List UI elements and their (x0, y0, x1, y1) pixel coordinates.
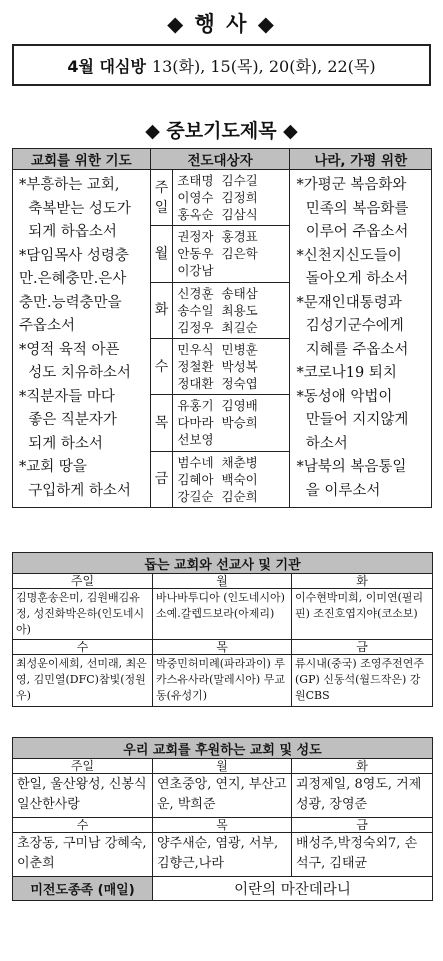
nation-prayer-line: 만들어 지지않게 (296, 412, 409, 428)
nation-prayer-line: *동성애 악법이 (296, 388, 393, 405)
missions-cell: 박중민허미례(파라과이) 루카스유사라(말레시아) 무교동(유성기) (153, 655, 292, 707)
target-names (173, 170, 290, 226)
nation-prayer-line: 하소서 (296, 435, 348, 452)
nation-prayer-list (290, 170, 432, 508)
prayer-title: ◆ 중보기도제목 ◆ (145, 120, 298, 142)
church-prayer-line: 구입하게 하소서 (19, 482, 131, 499)
nation-prayer-line: 민족의 복음화를 (296, 200, 409, 217)
missions-day-head: 금 (292, 640, 433, 655)
supporters-table (12, 737, 433, 901)
target-name-line: 안동우 김은학 (177, 246, 258, 262)
church-prayer-line: *부흥하는 교회, (19, 177, 120, 193)
missions-cell: 이수현박미희, 이미연(필리핀) 조진호엽지야(코소보) (292, 589, 433, 640)
target-name-line: 강길순 김순희 (177, 488, 258, 504)
prayer-header-targets: 전도대상자 (150, 149, 290, 170)
target-name-line: 범수네 채춘병 (177, 454, 258, 470)
missions-day-head: 월 (153, 574, 292, 589)
missions-cell: 최성운이세희, 선미래, 최은영, 김민열(DFC)참빛(정원우) (13, 655, 153, 707)
missions-day-head: 수 (13, 640, 153, 655)
target-day: 금 (150, 451, 173, 507)
church-prayer-line: 되게 하옵소서 (19, 224, 117, 240)
missions-day-head: 목 (153, 640, 292, 655)
supporters-day-head: 주일 (13, 759, 153, 774)
supporters-day-head: 수 (13, 818, 153, 833)
events-dates: 13(화), 15(목), 20(화), 22(목) (151, 56, 376, 76)
target-name-line: 유홍기 김영배 (177, 398, 258, 414)
supporters-cell: 괴정제일, 8영도, 거제성광, 장영준 (292, 774, 433, 818)
target-name-line: 민우식 민병훈 (177, 342, 258, 358)
supporters-day-head: 화 (292, 759, 433, 774)
target-name-line: 이강남 (177, 263, 214, 279)
church-prayer-line: 만.은혜충만.은사 (19, 271, 127, 287)
events-box (12, 44, 431, 86)
target-name-line: 김혜아 백숙이 (177, 471, 258, 487)
supporters-cell: 초장동, 구미남 강혜숙, 이춘희 (13, 833, 153, 877)
unreached-label: 미전도종족 (매일) (13, 877, 153, 901)
target-names (173, 226, 290, 282)
church-prayer-line: *담임목사 성령충 (19, 247, 129, 264)
target-name-line: 권정자 홍경표 (177, 229, 258, 245)
supporters-cell: 양주새순, 염광, 서부, 김향근,나라 (153, 833, 292, 877)
target-name-line: 송수일 최용도 (177, 302, 258, 318)
prayer-table (12, 148, 432, 508)
church-prayer-line: *교회 땅을 (19, 459, 87, 475)
events-title: ◆ 행 사 ◆ (167, 12, 276, 36)
supporters-cell: 한일, 울산왕성, 신봉식 일산한사랑 (13, 774, 153, 818)
nation-prayer-line: 을 이루소서 (296, 482, 381, 499)
supporters-day-head: 금 (292, 818, 433, 833)
target-name-line: 선보영 (177, 432, 214, 448)
supporters-cell: 연초중앙, 연지, 부산고운, 박희준 (153, 774, 292, 818)
target-name-line: 김정우 최길순 (177, 319, 258, 335)
supporters-day-head: 목 (153, 818, 292, 833)
target-name-line: 신경훈 송태삼 (177, 285, 258, 301)
missions-cell: 바나바투디아 (인도네시아) 소예.갈렙드보라(아제리) (153, 589, 292, 640)
missions-title: 돕는 교회와 선교사 및 기관 (13, 553, 433, 574)
target-name-line: 조태명 김수길 (177, 173, 258, 189)
nation-prayer-line: 김성기군수에게 (296, 318, 404, 334)
target-day: 월 (150, 226, 173, 282)
church-prayer-line: *직분자들 마다 (19, 388, 115, 405)
target-names (173, 395, 290, 451)
prayer-header-church: 교회를 위한 기도 (13, 149, 151, 170)
target-name-line: 정철환 박성복 (177, 359, 258, 375)
church-prayer-line: 성도 치유하소서 (19, 365, 131, 381)
events-label: 4월 대심방 (67, 56, 146, 76)
target-name-line: 이영수 김정희 (177, 190, 258, 206)
church-prayer-line: 좋은 직분자가 (19, 412, 117, 428)
nation-prayer-line: *문재인대통령과 (296, 294, 402, 311)
missions-table (12, 552, 433, 707)
target-names (173, 451, 290, 507)
target-name-line: 홍옥순 김삼식 (177, 207, 258, 223)
target-day: 화 (150, 282, 173, 338)
church-prayer-line: *영적 육적 아픈 (19, 341, 120, 358)
prayer-header-nation: 나라, 가평 위한 (290, 149, 432, 170)
target-day: 수 (150, 338, 173, 394)
church-prayer-list (13, 170, 151, 508)
nation-prayer-line: *남북의 복음통일 (296, 459, 407, 475)
nation-prayer-line: *코로나19 퇴치 (296, 365, 397, 381)
supporters-title: 우리 교회를 후원하는 교회 및 성도 (13, 738, 433, 759)
nation-prayer-line: *신천지신도들이 (296, 247, 402, 264)
missions-cell: 김명훈송은미, 김원배김유정, 성진화박은하(인도네시아) (13, 589, 153, 640)
target-names (173, 282, 290, 338)
missions-cell: 류시내(중국) 조영주전연주(GP) 신동석(월드작은) 강원CBS (292, 655, 433, 707)
nation-prayer-line: 지혜를 주옵소서 (296, 341, 409, 358)
supporters-day-head: 월 (153, 759, 292, 774)
unreached-value: 이란의 마잔데라니 (153, 877, 433, 901)
nation-prayer-line: 돌아오게 하소서 (296, 271, 409, 287)
target-day: 목 (150, 395, 173, 451)
supporters-cell: 배성주,박정숙외7, 손석구, 김태균 (292, 833, 433, 877)
target-name-line: 정대환 정숙엽 (177, 376, 258, 392)
church-prayer-line: 주옵소서 (19, 318, 76, 334)
church-prayer-line: 되게 하소서 (19, 435, 103, 452)
missions-day-head: 화 (292, 574, 433, 589)
target-names (173, 338, 290, 394)
nation-prayer-line: 이루어 주옵소서 (296, 224, 409, 240)
target-day: 주 일 (150, 170, 173, 226)
target-name-line: 다마라 박승희 (177, 415, 258, 431)
missions-day-head: 주일 (13, 574, 153, 589)
church-prayer-line: 충만.능력충만을 (19, 294, 122, 311)
nation-prayer-line: *가평군 복음화와 (296, 177, 407, 193)
church-prayer-line: 축복받는 성도가 (19, 200, 131, 217)
